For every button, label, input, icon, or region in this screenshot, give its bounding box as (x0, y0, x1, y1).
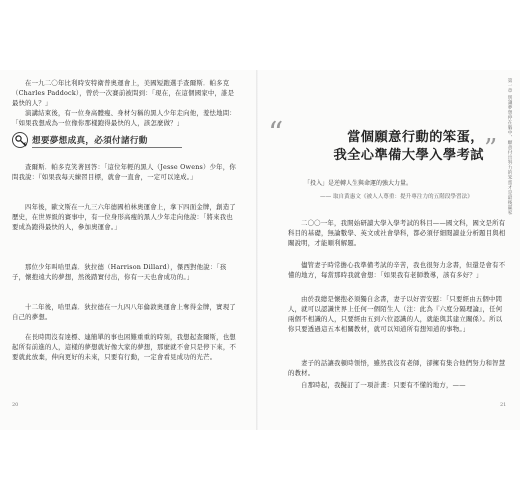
body-paragraph: 四年後，歐文斯在一九三六年德國柏林奧運會上，拿下四面金牌，創造了歷史，在世界級的賽事中，有一位身形高瘦的黑人少年走向他說：「將來我也要成為跑得最快的人，參加奧運會。」 (12, 203, 236, 231)
body-paragraph: 演講結束後，有一位身高體瘦、身材匀稱的黑人少年走向他，羞怯地問：「如果我想成為一位像你那樣跑得最快的人，該怎麼做？」 (12, 109, 236, 127)
left-page (0, 70, 258, 430)
page-number: 20 (12, 402, 19, 408)
epigraph: 「投入」是逆轉人生與命運的強大力量。 (304, 180, 413, 187)
body-paragraph: 十二年後，哈里森．狄拉德在一九四八年倫敦奧運會上奪得金牌，實現了自己的夢想。 (12, 303, 236, 321)
body-paragraph: 那位少年叫哈里森．狄拉德（Harrison Dillard），傑西對他說：「孩子，懷抱遠大的夢想，然後踏實付出，你有一天也會成功的。」 (12, 263, 227, 281)
body-paragraph: 二〇〇一年，我開始研讀大學入學考試的科目——國文科，國文是所有科目的基礎，無論數學、英文或社會學科，都必須仔細閱讀並分析題目與相關說明，才能順利解題。 (288, 219, 506, 247)
body-paragraph: 妻子的話讓我頓時領悟，雖然我沒有老師，卻擁有集合他們努力和智慧的教材。 (288, 359, 506, 377)
tip-underline (32, 147, 182, 148)
chapter-title-line-2: 我全心準備大學入學考試 (333, 148, 484, 163)
tip-heading (12, 132, 182, 150)
chapter-title-line-1: 當個願意行動的笨蛋， (347, 130, 484, 145)
epigraph-source: —— 取自黃惠文《被人人尊重：提升專注力的五階段學習法》 (320, 194, 473, 200)
key-icon (12, 132, 28, 148)
chapter-sidebar: 第一章 別讓夢想停在腦中，願意付出努力的笨蛋才是最後贏家 (507, 78, 512, 215)
page-number: 21 (500, 402, 507, 408)
open-quote-mark: “ (268, 116, 284, 151)
body-paragraph: 查爾斯．帕多克笑著回答：「這位年輕的黑人（Jesse Owens）少年，你問我說：『如果我每天練習目標，就會一直會，一定可以達成。」 (12, 163, 236, 181)
body-paragraph: 在一九二〇年比利時安特衛普奧運會上，美國短跑選手查爾斯．帕多克（Charles Paddock），曾於一次賽前被問到：「現在，在這個國家中，誰是最快的人？」 (12, 79, 235, 107)
tip-heading-label: 想要夢想成真，必須付諸行動 (32, 136, 148, 146)
body-paragraph: 在長時間沒有達標、連簡單的事也困難重重的時刻，我想起查爾斯，也想起所有前進的人，這樣的夢想就好像大家的夢想，那麼就不會只是停下來，不要就此放棄，伸向更好的未來，只要有行動，一定會看見成功的光芒。 (12, 333, 237, 361)
book-spread (0, 70, 520, 430)
right-page (260, 70, 520, 430)
body-paragraph: 自那時起，我擬訂了一項計畫：只要有不懂的地方，—— (301, 381, 466, 389)
close-quote-mark: ” (484, 134, 498, 164)
body-paragraph: 由於我總是懷抱必須獨自念書，妻子以好習安慰：「只要經由五個中間人，就可以認識世界上任何一個陌生人（注：此為『六度分隔理論』，任何兩個不相識的人，只要經由五到六位認識的人，就能與其建立關係）。所以你只要透過這五本相關教材，就可以知道所有想知道的事物。」 (288, 295, 503, 333)
body-paragraph: 儘管妻子時常擔心我準備考試的辛苦，我也很努力念書，但還是會有不懂的地方，每當那時我就會想：「如果我有老師教導，該有多好？」 (288, 261, 506, 279)
